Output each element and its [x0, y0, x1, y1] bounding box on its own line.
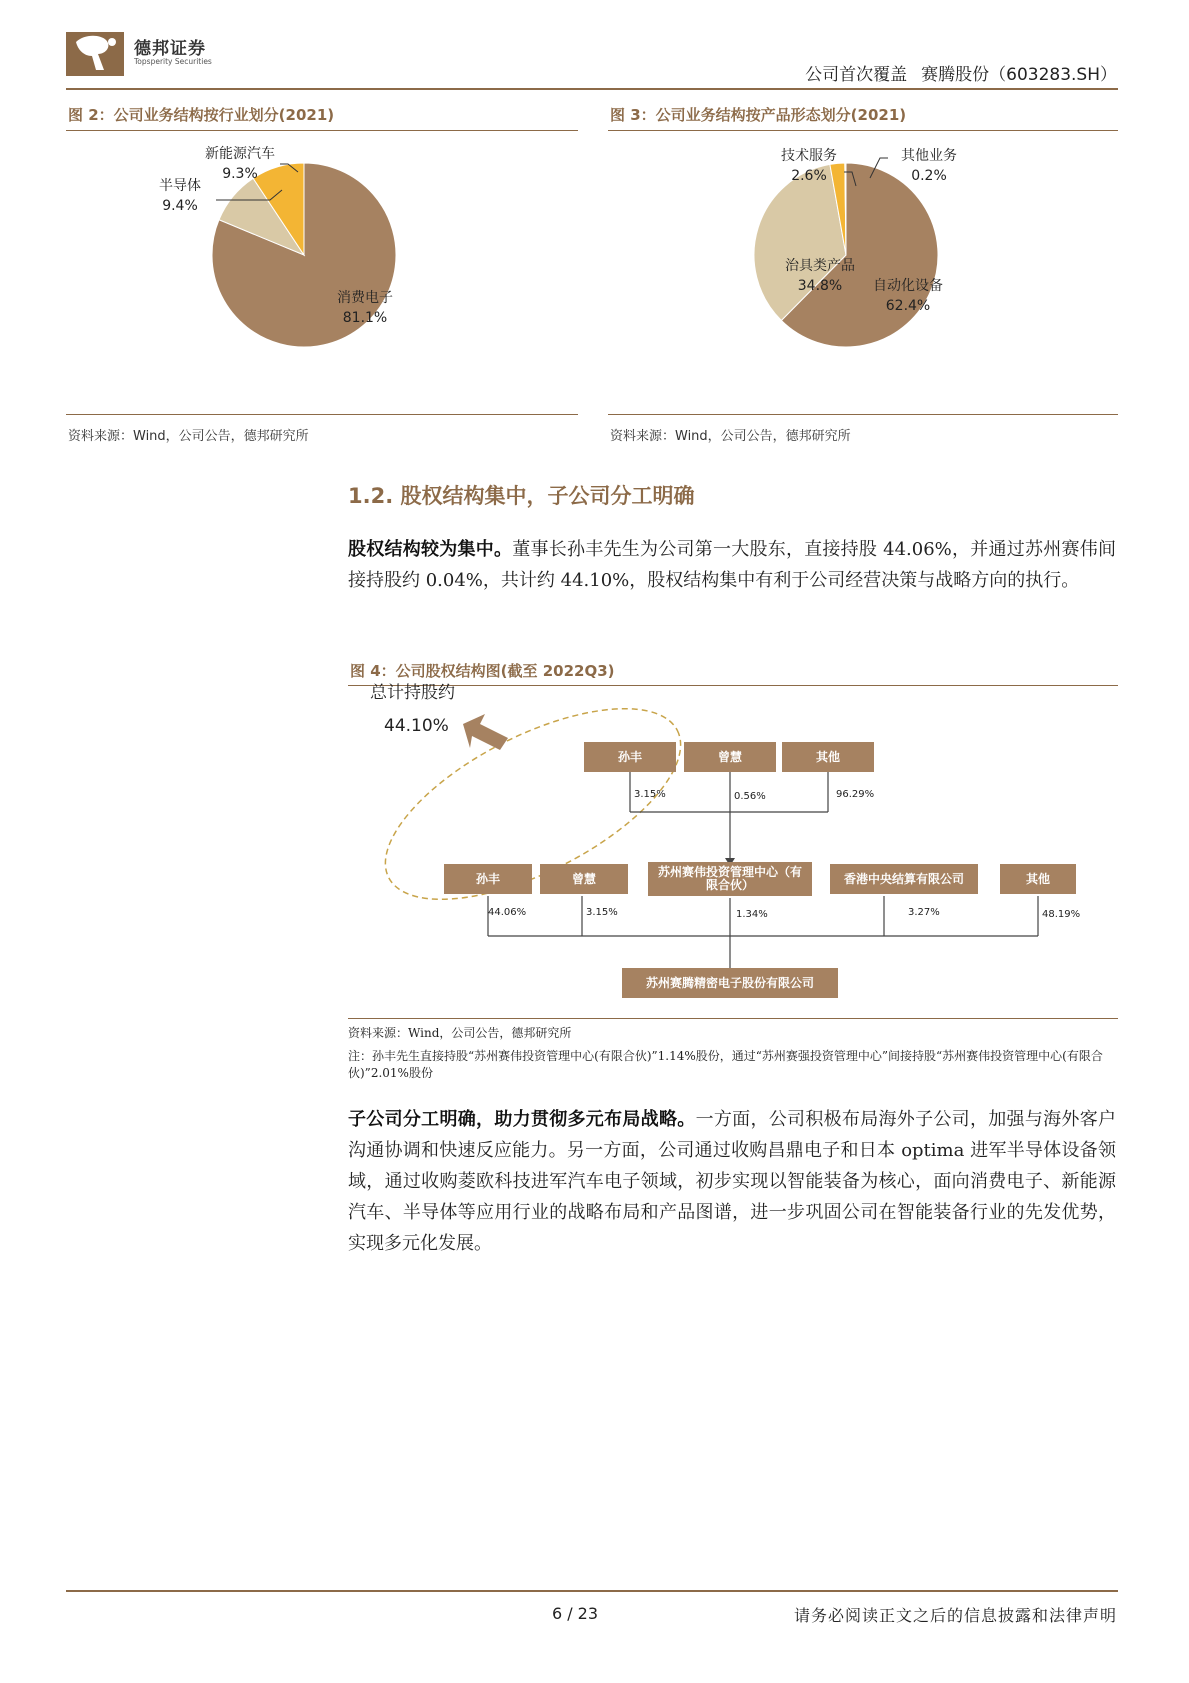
company-logo — [66, 26, 216, 82]
header-divider — [66, 88, 1118, 90]
paragraph-subsidiaries-lead: 子公司分工明确，助力贯彻多元布局战略。 — [348, 1109, 696, 1130]
figure2-source: 资料来源：Wind，公司公告，德邦研究所 — [68, 429, 309, 444]
pct-mid-others: 48.19% — [1042, 909, 1081, 920]
figure2-label-consumer-name: 消费电子 — [337, 290, 393, 306]
pct-mid-hkscc: 3.27% — [908, 907, 940, 918]
header-report-info — [791, 60, 1117, 85]
figure4-note: 注：孙丰先生直接持股“苏州赛伟投资管理中心(有限合伙)”1.14%股份，通过“苏州赛强投资管理中心”间接持股“苏州赛伟投资管理中心(有限合伙)”2.01%股份 — [348, 1049, 1103, 1080]
org-mid-zenghui: 曾慧 — [540, 864, 628, 894]
footer-disclaimer: 请务必阅读正文之后的信息披露和法律声明 — [793, 1606, 1117, 1625]
figure2-bottom-rule — [66, 414, 578, 415]
figure3-label-service — [762, 146, 856, 186]
pct-mid-zenghui: 3.15% — [586, 907, 618, 918]
figure3-label-other — [884, 146, 974, 186]
figure2-label-semiconductor-name: 半导体 — [159, 178, 201, 194]
org-mid-others: 其他 — [1000, 864, 1076, 894]
pct-top-others: 96.29% — [836, 789, 875, 800]
figure3-label-automation — [856, 276, 960, 316]
org-mid-suzhou-saiwei: 苏州赛伟投资管理中心（有限合伙） — [648, 862, 812, 896]
total-holding-value: 44.10% — [384, 716, 449, 736]
paragraph-ownership-body: 董事长孙丰先生为公司第一大股东，直接持股 44.06%，并通过苏州赛伟间接持股约 0.04%，共计约 44.10%，股权结构集中有利于公司经营决策与战略方向的执行。 — [348, 539, 1117, 591]
org-top-zenghui: 曾慧 — [684, 742, 776, 772]
figure3-label-automation-name: 自动化设备 — [873, 278, 943, 294]
paragraph-ownership-lead: 股权结构较为集中。 — [348, 539, 513, 560]
paragraph-subsidiaries-body: 一方面，公司积极布局海外子公司，加强与海外客户沟通协调和快速反应能力。另一方面，公司通过收购昌鼎电子和日本 optima 进军半导体设备领域，通过收购菱欧科技进军汽车电子领域，初步实现以智能装备为核心，面向消费电子、新能源汽车、半导体等应用行业的战略布局和产品图谱，进一步巩固公司在智能装备行业的先发优势，实现多元化发展。 — [348, 1109, 1116, 1254]
logo-text-cn: 德邦证券 — [134, 39, 206, 59]
figure3-label-service-value: 2.6% — [791, 168, 827, 184]
arrow-icon — [463, 714, 508, 750]
figure4-org-chart — [348, 686, 1118, 1016]
org-top-sunfeng: 孙丰 — [584, 742, 676, 772]
org-top-connectors — [630, 772, 828, 864]
figure3-label-other-name: 其他业务 — [901, 148, 957, 164]
figure3-label-fixture-value: 34.8% — [797, 278, 843, 294]
pct-mid-sunfeng: 44.06% — [488, 907, 527, 918]
org-bottom-saiteng: 苏州赛腾精密电子股份有限公司 — [622, 968, 838, 998]
footer-divider — [66, 1590, 1118, 1592]
figure3-label-service-name: 技术服务 — [781, 148, 837, 164]
figure3-label-other-value: 0.2% — [911, 168, 947, 184]
figure3-title: 图 3：公司业务结构按产品形态划分(2021) — [610, 106, 907, 124]
paragraph-subsidiaries — [348, 1104, 1116, 1259]
pct-top-sunfeng: 3.15% — [634, 789, 666, 800]
paragraph-ownership — [348, 534, 1116, 596]
pct-mid-suzhou-saiwei: 1.34% — [736, 909, 768, 920]
figure3-bottom-rule — [608, 414, 1118, 415]
figure3-top-rule — [608, 130, 1118, 131]
figure2-label-semiconductor — [140, 176, 220, 216]
figure3-label-automation-value: 62.4% — [885, 298, 931, 314]
total-holding-label: 总计持股约 — [370, 683, 455, 703]
figure4-bottom-rule — [348, 1018, 1118, 1019]
org-mid-sunfeng: 孙丰 — [444, 864, 532, 894]
company-ticker: 赛腾股份（603283.SH） — [921, 65, 1117, 85]
figure3-label-fixture-name: 治具类产品 — [785, 258, 855, 274]
figure2-top-rule — [66, 130, 578, 131]
logo-mark-icon — [66, 26, 128, 82]
org-mid-hkscc: 香港中央结算有限公司 — [830, 864, 978, 894]
figure2-label-consumer-value: 81.1% — [342, 310, 388, 326]
figure2-label-semiconductor-value: 9.4% — [162, 198, 198, 214]
figure4-source: 资料来源：Wind，公司公告，德邦研究所 — [348, 1026, 572, 1040]
section-title: 1.2. 股权结构集中，子公司分工明确 — [348, 484, 695, 508]
report-type: 公司首次覆盖 — [805, 65, 908, 85]
figure3-pie — [754, 163, 938, 347]
figure2-title: 图 2：公司业务结构按行业划分(2021) — [68, 106, 335, 124]
figure3-source: 资料来源：Wind，公司公告，德邦研究所 — [610, 429, 851, 444]
figure2-label-nev-name: 新能源汽车 — [205, 146, 275, 162]
figure4-title: 图 4：公司股权结构图(截至 2022Q3) — [350, 662, 615, 680]
pct-top-zenghui: 0.56% — [734, 791, 766, 802]
logo-text-en: Topsperity Securities — [134, 57, 212, 66]
figure2-label-consumer — [320, 288, 410, 328]
org-top-others: 其他 — [782, 742, 874, 772]
figure2-label-nev-value: 9.3% — [222, 166, 258, 182]
page-number: 6 / 23 — [551, 1604, 599, 1623]
